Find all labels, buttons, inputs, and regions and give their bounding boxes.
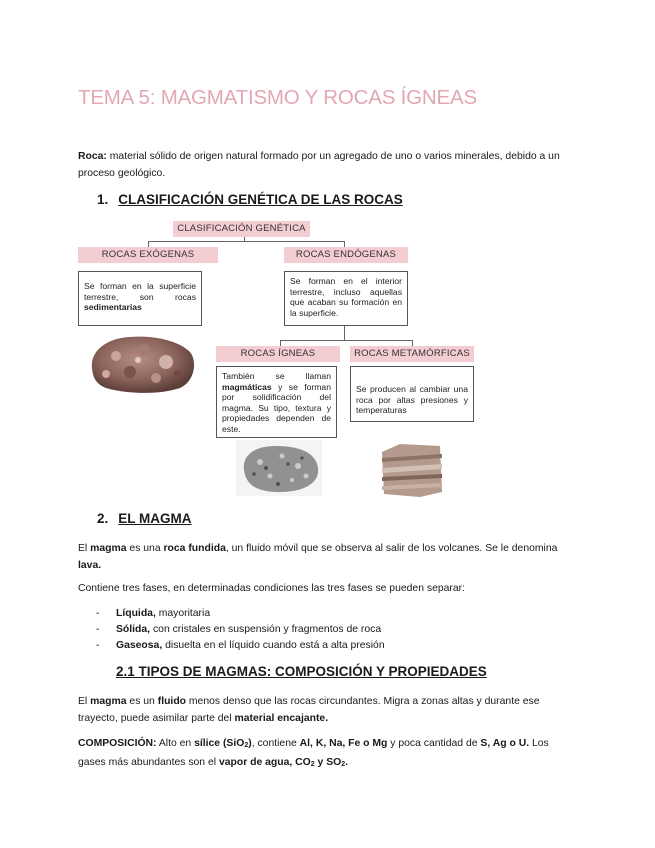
magma-intro-b3: lava. xyxy=(78,560,102,571)
section-2-1-title: 2.1 TIPOS DE MAGMAS: COMPOSICIÓN Y PROPIEDADES xyxy=(116,664,487,679)
magma-fluido-paragraph xyxy=(78,693,588,727)
fluido-t3: menos denso que las rocas circundantes. Migra a zonas altas y durante ese xyxy=(186,696,540,707)
box-rocas-endogenas: ROCAS ENDÓGENAS xyxy=(284,247,408,263)
box-rocas-metamorficas: ROCAS METAMÓRFICAS xyxy=(350,346,474,362)
comp-b2b: ) xyxy=(248,738,252,749)
sedimentary-rock-image xyxy=(86,332,198,396)
desc-metamorficas xyxy=(350,366,474,422)
comp-t5: gases más abundantes son el xyxy=(78,757,219,768)
fluido-t2: es un xyxy=(126,696,158,707)
list-item xyxy=(0,622,655,638)
fluido-t1: El xyxy=(78,696,91,707)
comp-t2: , contiene xyxy=(251,738,300,749)
box-clasificacion-genetica: CLASIFICACIÓN GENÉTICA xyxy=(173,221,310,237)
section-2-1-heading xyxy=(116,664,487,679)
box-rocas-exogenas: ROCAS EXÓGENAS xyxy=(78,247,218,263)
igneous-rock-image xyxy=(236,440,322,496)
comp-sub1: 2 xyxy=(244,742,249,749)
section-1-number: 1. xyxy=(97,192,109,207)
connector xyxy=(244,237,245,242)
comp-b4: S, Ag o U. xyxy=(480,738,530,749)
comp-b5: vapor de agua, CO xyxy=(218,757,311,768)
desc-igneas xyxy=(216,366,337,438)
comp-t3: y poca cantidad de xyxy=(387,738,481,749)
desc-exogenas xyxy=(78,271,202,326)
section-1-heading xyxy=(97,192,403,207)
fluido-t4: trayecto, puede asimilar parte del xyxy=(78,713,235,724)
connector xyxy=(148,241,344,242)
fluido-b2: fluido xyxy=(157,696,187,707)
roca-term: Roca: xyxy=(78,151,107,162)
composicion-label: COMPOSICIÓN: xyxy=(78,738,157,749)
connector xyxy=(280,340,412,341)
page-title: TEMA 5: MAGMATISMO Y ROCAS ÍGNEAS xyxy=(78,86,477,109)
desc-endogenas-text: Se forman en el interior terrestre, incluso aquellas que acaban su formación en la superficie. xyxy=(290,276,402,318)
bullet-dash: - xyxy=(96,608,100,619)
section-2-heading xyxy=(97,511,192,526)
section-2-number: 2. xyxy=(97,511,109,526)
fase-solida-label: Sólida, xyxy=(116,624,151,635)
bullet-dash: - xyxy=(96,624,100,635)
fase-liquida-text: mayoritaria xyxy=(155,608,211,619)
magma-intro-b2: roca fundida xyxy=(163,543,226,554)
roca-definition xyxy=(78,148,588,182)
desc-igneas-bold: magmáticas xyxy=(222,381,272,392)
bullet-dash: - xyxy=(96,640,100,651)
box-rocas-igneas: ROCAS ÍGNEAS xyxy=(216,346,340,362)
composicion-paragraph xyxy=(78,735,598,773)
desc-exogenas-bold: sedimentarias xyxy=(84,302,142,313)
desc-igneas-text-c: y se forman por solidificación del magma. Su tipo, textura y propiedades dependen de este. xyxy=(222,381,331,434)
roca-text-1: material sólido de origen natural formado por un agregado de uno o varios minerales, debido a un xyxy=(106,151,560,162)
desc-endogenas xyxy=(284,271,408,326)
magma-intro xyxy=(78,540,588,574)
metamorphic-rock-image xyxy=(380,442,444,498)
section-2-title: EL MAGMA xyxy=(118,511,192,526)
comp-b5b: y SO xyxy=(314,757,342,768)
fases-intro: Contiene tres fases, en determinadas condiciones las tres fases se pueden separar: xyxy=(78,583,465,594)
section-1-title: CLASIFICACIÓN GENÉTICA DE LAS ROCAS xyxy=(118,192,403,207)
fase-solida-text: con cristales en suspensión y fragmentos de roca xyxy=(150,624,382,635)
comp-sub3: 2 xyxy=(341,761,346,768)
magma-intro-b1: magma xyxy=(90,543,127,554)
desc-igneas-text-a: También se llaman xyxy=(222,371,331,381)
fase-gaseosa-text: disuelta en el líquido cuando está a alta presión xyxy=(162,640,385,651)
fase-liquida-label: Líquida, xyxy=(116,608,156,619)
fluido-b1: magma xyxy=(90,696,127,707)
connector xyxy=(344,326,345,341)
comp-sub2: 2 xyxy=(310,761,315,768)
magma-intro-t3: , un fluido móvil que se observa al salir de los volcanes. Se le denomina xyxy=(225,543,558,554)
comp-t4: Los xyxy=(529,738,549,749)
roca-text-2: proceso geológico. xyxy=(78,168,166,179)
comp-b2: sílice (SiO xyxy=(194,738,245,749)
comp-b3: Al, K, Na, Fe o Mg xyxy=(299,738,388,749)
comp-b5c: . xyxy=(345,757,349,768)
comp-t1: Alto en xyxy=(156,738,195,749)
magma-intro-t1: El xyxy=(78,543,91,554)
list-item xyxy=(0,638,655,654)
fluido-b3: material encajante. xyxy=(234,713,329,724)
desc-exogenas-text: Se forman en la superficie terrestre, son rocas xyxy=(84,281,196,302)
magma-intro-t2: es una xyxy=(126,543,164,554)
desc-metamorficas-text: Se producen al cambiar una roca por altas presiones y temperaturas xyxy=(356,384,468,416)
fase-gaseosa-label: Gaseosa, xyxy=(116,640,163,651)
list-item xyxy=(0,606,655,622)
